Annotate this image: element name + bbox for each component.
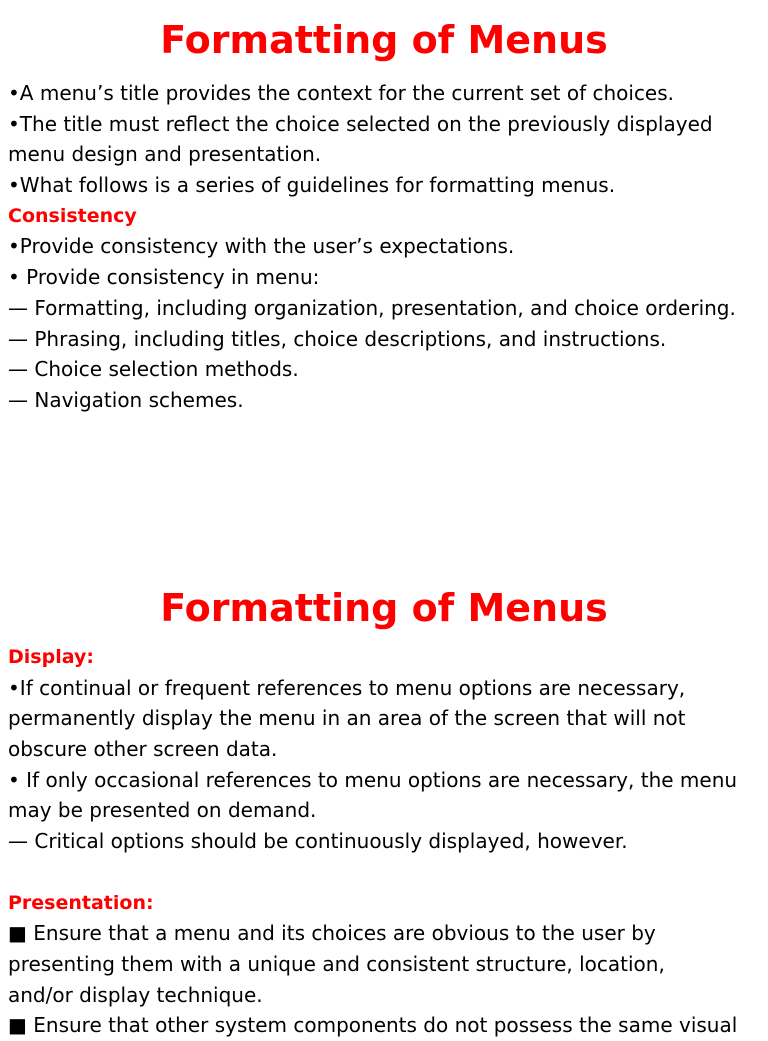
body-line: ■ Ensure that other system components do not possess the same visual <box>8 1013 738 1038</box>
slide-1 <box>0 0 768 470</box>
body-line: and/or display technique. <box>8 982 263 1007</box>
body-line: may be presented on demand. <box>8 798 317 823</box>
body-line: — Navigation schemes. <box>8 387 244 412</box>
body-line: — Critical options should be continuously displayed, however. <box>8 829 628 854</box>
body-line: • Provide consistency in menu: <box>8 265 320 290</box>
slide-2 <box>0 580 768 1038</box>
slide-2-body <box>8 642 766 1041</box>
body-line: — Choice selection methods. <box>8 357 299 382</box>
body-line: •Provide consistency with the user’s expectations. <box>8 234 515 259</box>
display-heading: Display: <box>8 646 94 668</box>
body-line: •What follows is a series of guidelines for formatting menus. <box>8 173 616 198</box>
body-line: •The title must reflect the choice selected on the previously displayed <box>8 111 713 136</box>
slide-1-body <box>8 78 766 416</box>
body-line: — Formatting, including organization, presentation, and choice ordering. <box>8 295 736 320</box>
body-line: •If continual or frequent references to menu options are necessary, <box>8 675 686 700</box>
body-line: — Phrasing, including titles, choice descriptions, and instructions. <box>8 326 667 351</box>
body-line: • If only occasional references to menu options are necessary, the menu <box>8 767 738 792</box>
slide-1-title: Formatting of Menus <box>160 18 608 62</box>
presentation-heading: Presentation: <box>8 891 154 914</box>
body-line: ■ Ensure that a menu and its choices are obvious to the user by <box>8 921 656 946</box>
body-line: presenting them with a unique and consistent structure, location, <box>8 951 665 976</box>
slide-2-title: Formatting of Menus <box>160 586 608 630</box>
spacer <box>8 857 766 888</box>
body-line: permanently display the menu in an area of the screen that will not <box>8 706 686 731</box>
body-line: menu design and presentation. <box>8 142 322 167</box>
consistency-heading: Consistency <box>8 204 137 227</box>
body-line: obscure other screen data. <box>8 737 278 762</box>
body-line: •A menu’s title provides the context for the current set of choices. <box>8 81 675 105</box>
